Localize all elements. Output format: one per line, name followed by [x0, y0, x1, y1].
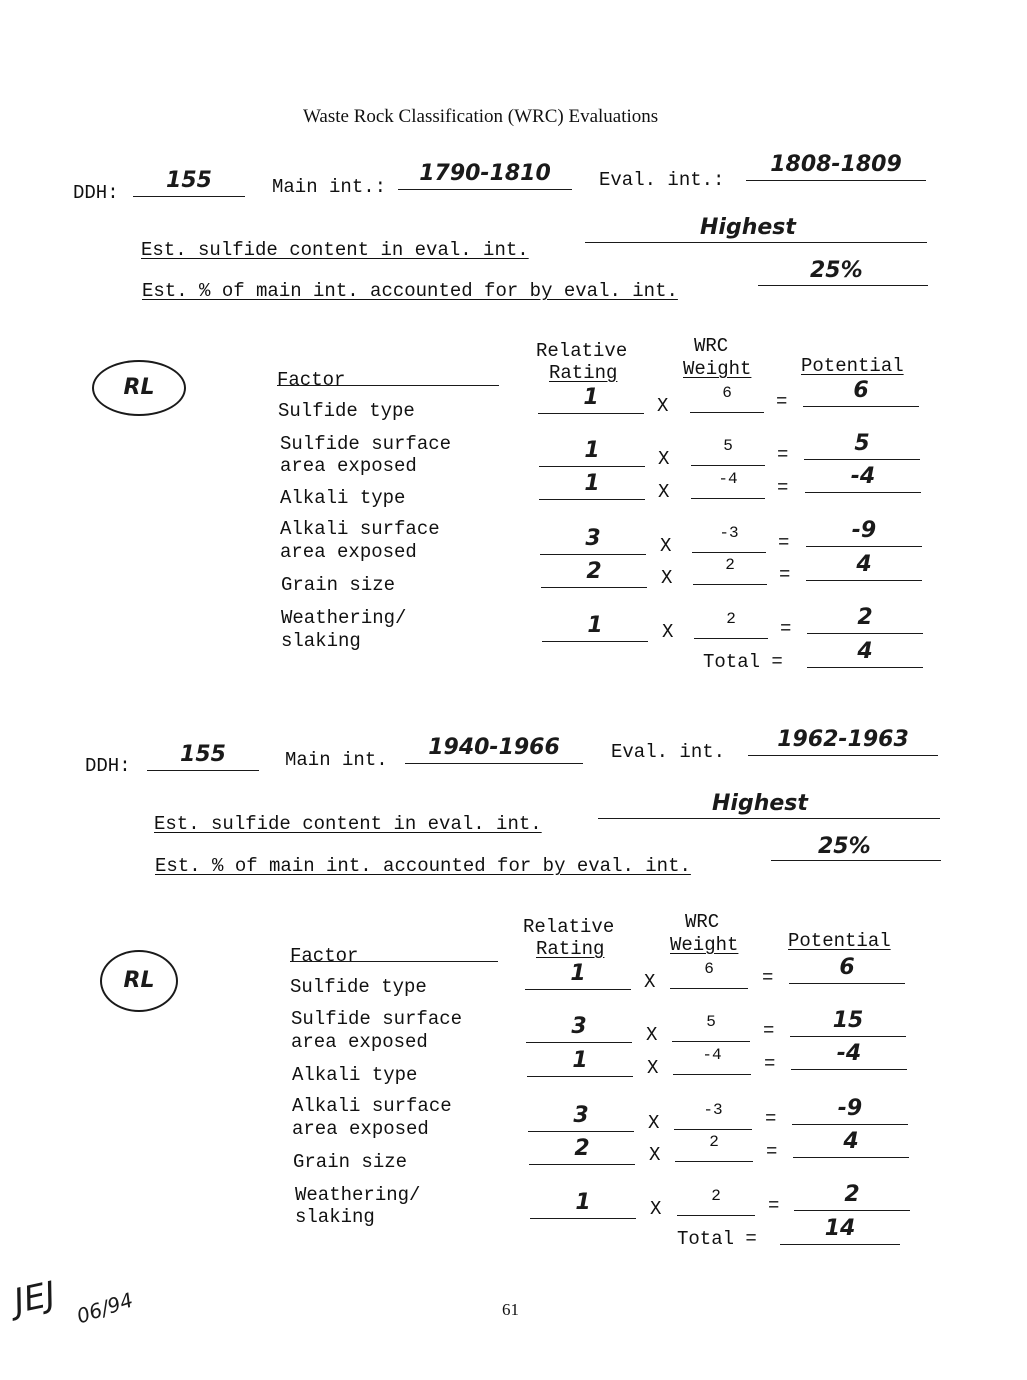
ddh-value: [147, 744, 259, 771]
weight-field: [673, 1048, 751, 1075]
weight-value: -3: [703, 1101, 723, 1119]
weight-header: Weight: [683, 358, 752, 380]
factor-header: Factor: [290, 945, 359, 967]
equals-sign: =: [768, 1195, 780, 1217]
est-pct-line: [771, 860, 941, 861]
weight-field: [694, 612, 768, 639]
total-field: [807, 641, 923, 668]
weight-value: 2: [709, 1133, 719, 1151]
potential-field: [804, 433, 920, 460]
factor-weathering: Weathering/: [281, 607, 407, 629]
rating-field: [526, 1016, 632, 1043]
main-int-label: Main int.:: [272, 176, 387, 198]
relative-header: Relative: [523, 916, 615, 938]
potential-value: 2: [857, 605, 873, 630]
total-field: [780, 1218, 900, 1245]
potential-value: 6: [839, 955, 855, 980]
potential-field: [805, 466, 921, 493]
initials-stamp-circle: [100, 950, 178, 1012]
weight-value: 6: [722, 384, 732, 402]
page-number: 61: [502, 1300, 519, 1319]
rating-value: 1: [570, 961, 586, 986]
rating-field: [530, 1192, 636, 1219]
factor-alkali-type: Alkali type: [292, 1064, 418, 1086]
potential-value: -4: [850, 464, 876, 489]
equals-sign: =: [766, 1141, 778, 1163]
total-label: Total =: [703, 651, 783, 673]
times-sign: X: [648, 1112, 660, 1134]
rating-field: [525, 963, 631, 990]
factor-header-line: [277, 385, 499, 386]
rating-value: 1: [584, 438, 600, 463]
weight-field: [675, 1135, 753, 1162]
factor-grain-size: Grain size: [281, 574, 396, 596]
est-sulfide-label: Est. sulfide content in eval. int.: [154, 813, 542, 835]
eval-int-value: [748, 729, 938, 756]
weight-field: [690, 386, 764, 413]
potential-field: [791, 1043, 907, 1070]
rating-field: [528, 1105, 634, 1132]
potential-value: 2: [844, 1182, 860, 1207]
total-value: 4: [857, 639, 873, 664]
est-sulfide-line: [598, 818, 940, 819]
potential-field: [792, 1098, 908, 1125]
rating-value: 3: [585, 526, 601, 551]
rating-value: 3: [571, 1014, 587, 1039]
factor-sulfide-surface: Sulfide surface: [291, 1008, 463, 1030]
ddh-number: 155: [166, 168, 212, 193]
est-pct-value: 25%: [810, 258, 863, 283]
est-sulfide-line: [585, 242, 927, 243]
est-sulfide-label: Est. sulfide content in eval. int.: [141, 239, 529, 261]
rating-field: [527, 1050, 633, 1077]
weight-field: [693, 558, 767, 585]
equals-sign: =: [777, 444, 789, 466]
weight-value: -3: [719, 524, 739, 542]
rating-value: 2: [586, 559, 602, 584]
wrc-header: WRC: [694, 335, 729, 357]
equals-sign: =: [778, 532, 790, 554]
potential-field: [806, 554, 922, 581]
weight-value: 2: [726, 610, 736, 628]
eval-int-label: Eval. int.: [611, 741, 726, 763]
factor-weathering: Weathering/: [295, 1184, 421, 1206]
factor-alkali-type: Alkali type: [280, 487, 406, 509]
equals-sign: =: [763, 1020, 775, 1042]
weight-field: [691, 472, 765, 499]
est-sulfide-value: Highest: [712, 791, 808, 816]
potential-value: 6: [853, 378, 869, 403]
page-title: Waste Rock Classification (WRC) Evaluations: [303, 106, 659, 127]
ddh-label: DDH:: [85, 755, 131, 777]
potential-field: [806, 520, 922, 547]
signature-date: 06/94: [73, 1287, 136, 1329]
rating-header: Rating: [536, 938, 605, 960]
weight-value: -4: [702, 1046, 722, 1064]
initials-stamp-circle: [92, 360, 186, 416]
factor-sulfide-surface: Sulfide surface: [280, 433, 452, 455]
potential-field: [807, 607, 923, 634]
factor-header-line: [290, 961, 498, 962]
times-sign: X: [647, 1057, 659, 1079]
signature-initials: JEJ: [10, 1274, 60, 1322]
rating-value: 2: [574, 1136, 590, 1161]
est-sulfide-value: Highest: [700, 215, 796, 240]
potential-field: [789, 957, 905, 984]
est-pct-label: Est. % of main int. accounted for by eval. int.: [142, 280, 678, 302]
eval-int-range: 1962-1963: [777, 727, 909, 752]
factor-alkali-surface: Alkali surface: [292, 1095, 452, 1117]
times-sign: X: [650, 1198, 662, 1220]
weight-header: Weight: [670, 934, 739, 956]
factor-sulfide-type: Sulfide type: [290, 976, 427, 998]
est-pct-line: [758, 285, 928, 286]
factor-weathering-2: slaking: [295, 1206, 375, 1228]
equals-sign: =: [765, 1108, 777, 1130]
rating-field: [540, 528, 646, 555]
equals-sign: =: [776, 391, 788, 413]
weight-value: 5: [706, 1013, 716, 1031]
times-sign: X: [649, 1144, 661, 1166]
factor-sulfide-surface-2: area exposed: [280, 455, 417, 477]
rating-value: 1: [583, 385, 599, 410]
eval-int-label: Eval. int.:: [599, 169, 725, 191]
potential-value: -4: [836, 1041, 862, 1066]
factor-sulfide-surface-2: area exposed: [291, 1031, 428, 1053]
factor-sulfide-type: Sulfide type: [278, 400, 415, 422]
equals-sign: =: [762, 967, 774, 989]
rating-field: [529, 1138, 635, 1165]
potential-value: 15: [832, 1008, 864, 1033]
potential-header: Potential: [801, 355, 904, 377]
potential-value: -9: [851, 518, 877, 543]
rating-value: 1: [587, 613, 603, 638]
times-sign: X: [658, 481, 670, 503]
times-sign: X: [660, 535, 672, 557]
rating-value: 1: [572, 1048, 588, 1073]
factor-alkali-surface-2: area exposed: [292, 1118, 429, 1140]
rating-value: 3: [573, 1103, 589, 1128]
weight-value: -4: [718, 470, 738, 488]
ddh-label: DDH:: [73, 182, 119, 204]
potential-field: [794, 1184, 910, 1211]
potential-value: 5: [854, 431, 870, 456]
times-sign: X: [662, 621, 674, 643]
times-sign: X: [644, 971, 656, 993]
factor-header: Factor: [277, 369, 346, 391]
equals-sign: =: [777, 477, 789, 499]
weight-value: 5: [723, 437, 733, 455]
rating-header: Rating: [549, 362, 618, 384]
rating-field: [539, 440, 645, 467]
total-label: Total =: [677, 1228, 757, 1250]
main-int-range: 1940-1966: [428, 735, 560, 760]
potential-value: 4: [843, 1129, 859, 1154]
weight-value: 2: [711, 1187, 721, 1205]
est-pct-label: Est. % of main int. accounted for by eval. int.: [155, 855, 691, 877]
rating-field: [538, 387, 644, 414]
rating-field: [539, 473, 645, 500]
main-int-value: [405, 737, 583, 764]
total-value: 14: [824, 1216, 856, 1241]
weight-value: 6: [704, 960, 714, 978]
eval-int-value: [746, 154, 926, 181]
main-int-value: [398, 163, 572, 190]
initials-stamp: RL: [123, 375, 155, 400]
weight-field: [674, 1103, 752, 1130]
factor-alkali-surface: Alkali surface: [280, 518, 440, 540]
weight-field: [672, 1015, 750, 1042]
potential-value: 4: [856, 552, 872, 577]
main-int-range: 1790-1810: [419, 161, 551, 186]
rating-field: [541, 561, 647, 588]
times-sign: X: [657, 395, 669, 417]
equals-sign: =: [764, 1053, 776, 1075]
ddh-value: [133, 170, 245, 197]
times-sign: X: [646, 1024, 658, 1046]
times-sign: X: [658, 448, 670, 470]
equals-sign: =: [780, 618, 792, 640]
weight-field: [692, 526, 766, 553]
factor-grain-size: Grain size: [293, 1151, 408, 1173]
factor-weathering-2: slaking: [281, 630, 361, 652]
times-sign: X: [661, 567, 673, 589]
potential-field: [803, 380, 919, 407]
weight-value: 2: [725, 556, 735, 574]
factor-alkali-surface-2: area exposed: [280, 541, 417, 563]
relative-header: Relative: [536, 340, 628, 362]
potential-field: [790, 1010, 906, 1037]
weight-field: [691, 439, 765, 466]
rating-value: 1: [575, 1190, 591, 1215]
potential-header: Potential: [788, 930, 891, 952]
weight-field: [670, 962, 748, 989]
wrc-header: WRC: [685, 911, 720, 933]
equals-sign: =: [779, 564, 791, 586]
initials-stamp: RL: [123, 968, 155, 993]
potential-value: -9: [837, 1096, 863, 1121]
weight-field: [677, 1189, 755, 1216]
ddh-number: 155: [180, 742, 226, 767]
rating-field: [542, 615, 648, 642]
est-pct-value: 25%: [818, 834, 871, 859]
potential-field: [793, 1131, 909, 1158]
main-int-label: Main int.: [285, 749, 388, 771]
eval-int-range: 1808-1809: [770, 152, 902, 177]
rating-value: 1: [584, 471, 600, 496]
